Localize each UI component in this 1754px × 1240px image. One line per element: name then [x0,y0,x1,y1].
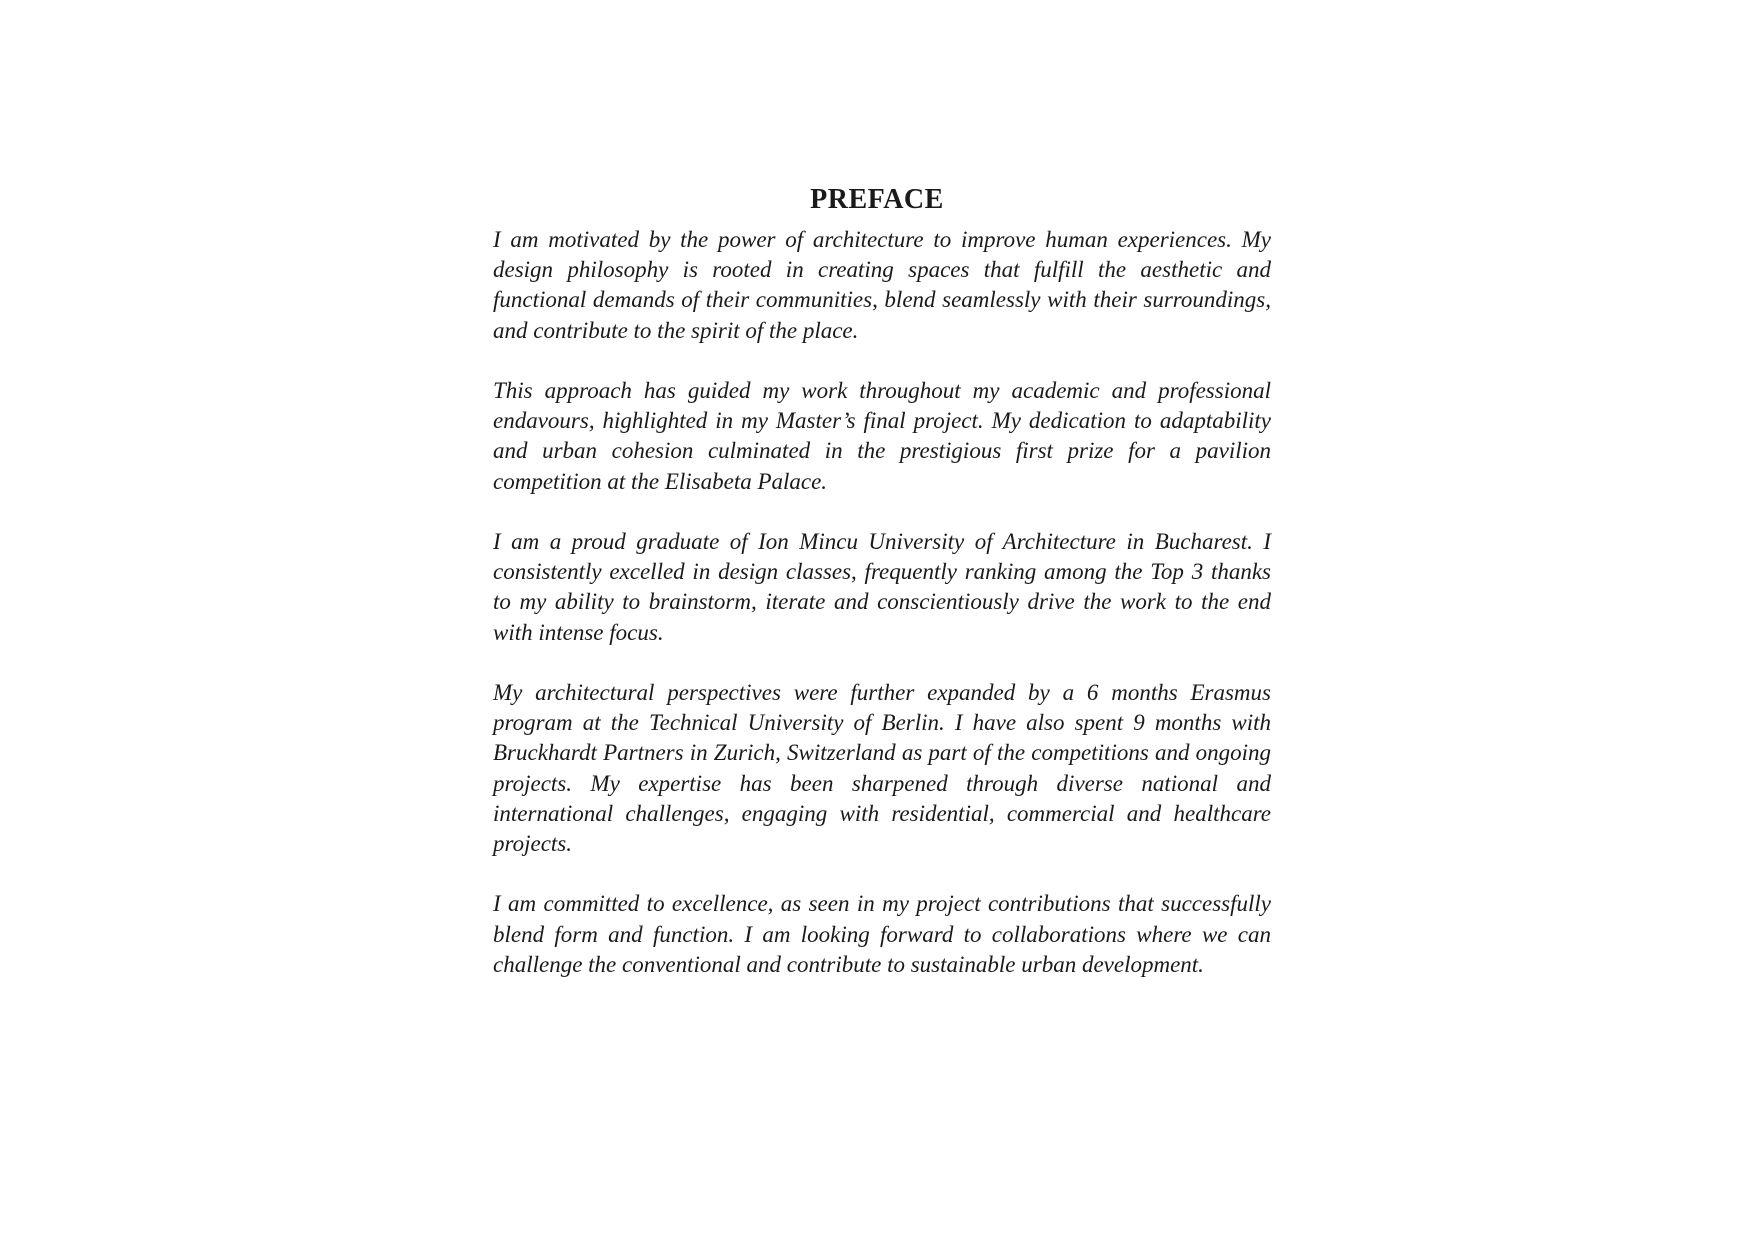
paragraph-approach: This approach has guided my work throughout my academic and professional endavours, highlighted in my Master’s final project. My dedication to adaptability and urban cohesion culminated in the prestigious first prize for a pavilion competition at the Elisabeta Palace. [493,378,1271,494]
paragraph-motivation: I am motivated by the power of architecture to improve human experiences. My design philosophy is rooted in creating spaces that fulfill the aesthetic and functional demands of their communities, blend seamlessly with their surroundings, and contribute to the spirit of the place. [493,227,1271,343]
page-title: PREFACE [810,183,944,215]
preface-body [493,225,1271,980]
paragraph-education: I am a proud graduate of Ion Mincu University of Architecture in Bucharest. I consistently excelled in design classes, frequently ranking among the Top 3 thanks to my ability to brainstorm, iterate and conscientiously drive the work to the end with intense focus. [493,529,1271,645]
paragraph-experience: My architectural perspectives were further expanded by a 6 months Erasmus program at the Technical University of Berlin. I have also spent 9 months with Bruckhardt Partners in Zurich, Switzerland as part of the competitions and ongoing projects. My expertise has been sharpened through diverse national and international challenges, engaging with residential, commercial and healthcare projects. [493,680,1271,857]
paragraph-commitment: I am committed to excellence, as seen in my project contributions that successfully blend form and function. I am looking forward to collaborations where we can challenge the conventional and contribute to sustainable urban development. [493,891,1271,977]
